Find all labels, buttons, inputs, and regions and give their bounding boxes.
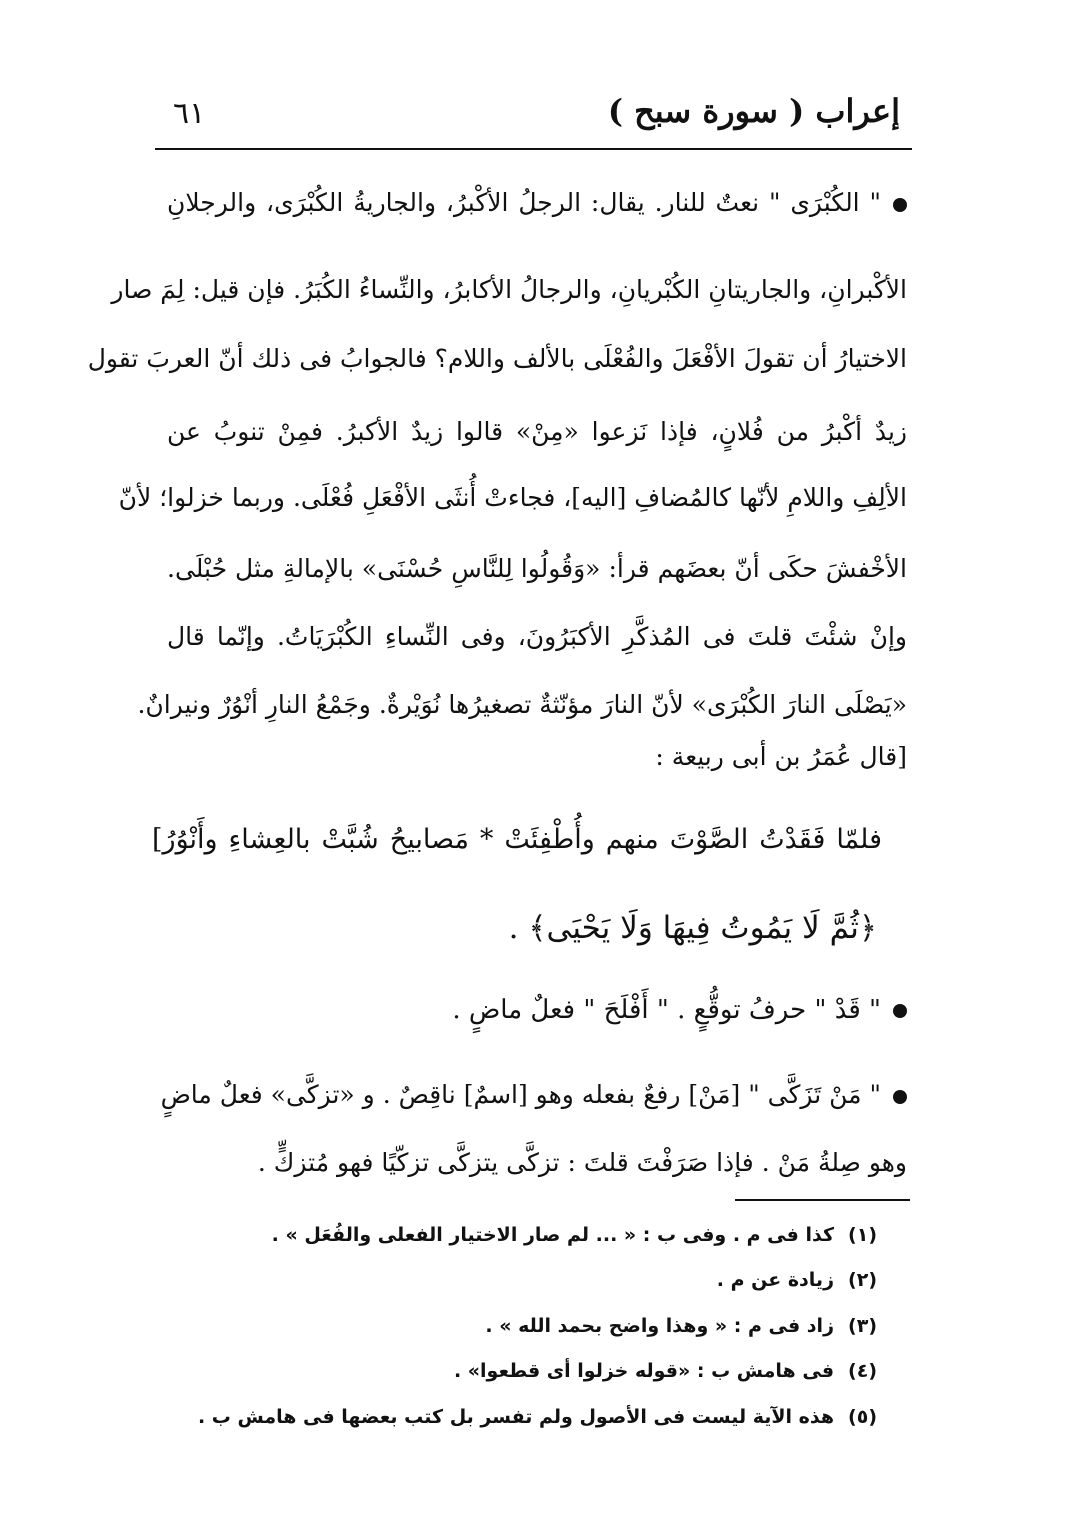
- poetry-verse: فلمّا فَقَدْتُ الصَّوْتَ منهم وأُطْفِئَتْ * مَصابيحُ شُبَّتْ بالعِشاءِ وأَنْوُرُ]: [152, 824, 882, 855]
- footnote-5: (٥)هذه الآية ليست فى الأصول ولم تفسر بل كتب بعضها فى هامش ب .: [197, 1406, 877, 1428]
- body-line-6: الأخْفشَ حكَى أنّ بعضَهم قرأ: «وَقُولُوا لِلنَّاسِ حُسْنَى» بالإمالةِ مثل حُبْلَى.: [167, 554, 907, 583]
- body-line-2: الأكْبرانِ، والجاريتانِ الكُبْريانِ، والرجالُ الأكابرُ، والنِّساءُ الكُبَرُ. فإن قيل: لِمَ صار: [111, 275, 907, 304]
- body-line-4: زيدٌ أكْبرُ من فُلانٍ، فإذا نَزعوا «مِنْ» قالوا زيدٌ الأكبرُ. فمِنْ تنوبُ عن: [167, 417, 907, 446]
- page-header: [155, 92, 910, 142]
- bullet-icon: [893, 198, 907, 212]
- bullet-icon: [893, 1004, 907, 1018]
- bullet-icon: [893, 1090, 907, 1104]
- header-rule: [155, 148, 912, 150]
- footnote-2: (٢)زيادة عن م .: [716, 1269, 877, 1291]
- body-line-9: [قال عُمَرُ بن أبى ربيعة :: [655, 742, 907, 771]
- footnote-rule: [735, 1199, 910, 1201]
- quran-quote: ﴿ثُمَّ لَا يَمُوتُ فِيهَا وَلَا يَحْيَى﴾ .: [508, 910, 877, 946]
- body-line-1: " الكُبْرَى " نعتٌ للنار. يقال: الرجلُ الأكْبرُ، والجاريةُ الكُبْرَى، والرجلانِ: [167, 183, 907, 223]
- body-line-7: وإنْ شئْتَ قلتَ فى المُذكَّرِ الأكبَرُونَ، وفى النِّساءِ الكُبْرَيَاتُ. وإنّما قال: [167, 622, 907, 651]
- footnote-3: (٣)زاد فى م : « وهذا واضح بحمد الله » .: [485, 1315, 877, 1337]
- entry-qad: " قَدْ " حرفُ توقُّعٍ . " أَفْلَحَ " فعلٌ ماضٍ .: [452, 990, 907, 1030]
- footnote-4: (٤)فى هامش ب : «قوله خزلوا أى قطعوا» .: [453, 1360, 877, 1382]
- running-title: إعراب ( سورة سبح ): [607, 92, 900, 130]
- entry-man-line-1: " مَنْ تَزَكَّى " [مَنْ] رفعٌ بفعله وهو [اسمٌ] ناقِصٌ . و «تزكَّى» فعلٌ ماضٍ: [167, 1075, 907, 1115]
- body-line-5: الألِفِ واللامِ لأنّها كالمُضافِ [اليه]، فجاءتْ أُنثَى الأفْعَلِ فُعْلَى. وربما خزلوا؛ لأنّ: [118, 483, 907, 512]
- entry-man-line-2: وهو صِلةُ مَنْ . فإذا صَرَفْتَ قلتَ : تزكَّى يتزكَّى تزكّيًا فهو مُتزكٍّ .: [257, 1148, 907, 1177]
- page-number: ٦١: [173, 96, 206, 131]
- body-line-3: الاختيارُ أن تقولَ الأفْعَلَ والفُعْلَى بالألف واللام؟ فالجوابُ فى ذلك أنّ العربَ تقول: [87, 344, 907, 373]
- body-line-8: «يَصْلَى النارَ الكُبْرَى» لأنّ النارَ مؤنّثةٌ تصغيرُها نُوَيْرةٌ. وجَمْعُ النارِ أنْوُرٌ ونيرانٌ.: [137, 690, 907, 719]
- footnote-1: (١)كذا فى م . وفى ب : « ... لم صار الاختيار الفعلى والفُعَل » .: [271, 1224, 877, 1246]
